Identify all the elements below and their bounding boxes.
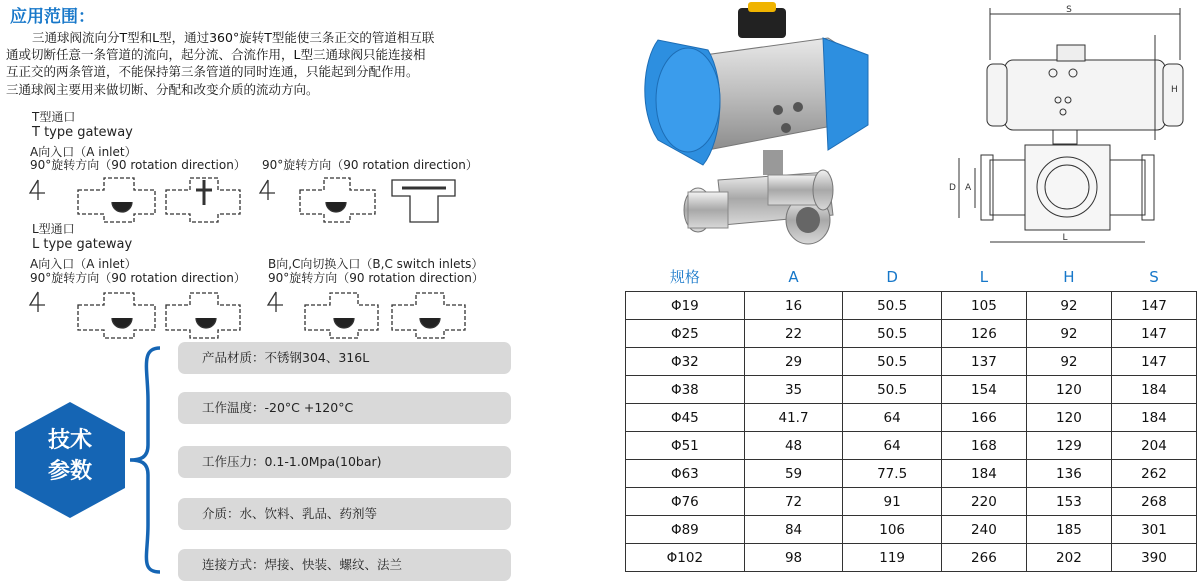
table-row: [626, 404, 1197, 432]
table-cell: 204: [1111, 432, 1196, 460]
description-line: 三通球阀主要用来做切断、分配和改变介质的流动方向。: [6, 81, 319, 97]
table-cell: Φ25: [626, 320, 745, 348]
dim-label-s: S: [1066, 5, 1072, 15]
table-cell: 184: [941, 460, 1026, 488]
header-cell: H: [1063, 267, 1075, 286]
technical-drawing: [945, 0, 1200, 258]
table-cell: 266: [941, 544, 1026, 572]
dim-label-h: H: [1171, 85, 1178, 95]
table-cell: 202: [1026, 544, 1111, 572]
table-row: [626, 516, 1197, 544]
table-row: [626, 376, 1197, 404]
table-cell: 91: [843, 488, 942, 516]
table-cell: 106: [843, 516, 942, 544]
param-connection: 连接方式：焊接、快装、螺纹、法兰: [178, 549, 511, 581]
table-cell: Φ45: [626, 404, 745, 432]
table-cell: 184: [1111, 376, 1196, 404]
table-cell: 120: [1026, 376, 1111, 404]
table-cell: 92: [1026, 320, 1111, 348]
t-type-a-inlet: A向入口（A inlet）: [30, 145, 137, 159]
l-type-bc-inlets: B向,C向切换入口（B,C switch inlets）: [268, 257, 484, 271]
l-type-rotation-1: 90°旋转方向（90 rotation direction）: [30, 271, 246, 285]
table-row: [626, 292, 1197, 320]
t-type-title-en: T type gateway: [32, 125, 133, 140]
t-type-title-cn: T型通口: [32, 110, 76, 124]
table-cell: 220: [941, 488, 1026, 516]
spec-table: [625, 262, 1197, 572]
rotation-arrow-icon: [260, 180, 275, 200]
dim-label-a: A: [965, 183, 972, 193]
table-cell: 184: [1111, 404, 1196, 432]
table-cell: Φ38: [626, 376, 745, 404]
description-line: 通或切断任意一条管道的流向，起分流、合流作用，L型三通球阀只能连接相: [6, 47, 426, 63]
table-cell: 84: [744, 516, 843, 544]
header-cell: S: [1149, 267, 1159, 286]
table-cell: 64: [843, 432, 942, 460]
spec-table-body: [626, 292, 1197, 572]
table-row: [626, 320, 1197, 348]
table-cell: 41.7: [744, 404, 843, 432]
table-row: [626, 488, 1197, 516]
table-cell: 50.5: [843, 348, 942, 376]
rotation-arrow-icon: [30, 292, 45, 312]
table-row: [626, 460, 1197, 488]
param-temperature: 工作温度：-20°C +120°C: [178, 392, 511, 424]
l-type-title-en: L type gateway: [32, 237, 133, 252]
table-cell: Φ19: [626, 292, 745, 320]
table-cell: 59: [744, 460, 843, 488]
table-cell: 262: [1111, 460, 1196, 488]
param-material: 产品材质：不锈钢304、316L: [178, 342, 511, 374]
t-type-rotation-1: 90°旋转方向（90 rotation direction）: [30, 158, 246, 172]
table-row: [626, 348, 1197, 376]
header-cell: A: [788, 267, 799, 286]
table-cell: 126: [941, 320, 1026, 348]
actuator-endcap: [823, 38, 868, 150]
table-cell: 147: [1111, 292, 1196, 320]
description-line: 互正交的两条管道，不能保持第三条管道的同时连通，只能起到分配作用。: [6, 64, 419, 80]
table-cell: 16: [744, 292, 843, 320]
table-cell: 137: [941, 348, 1026, 376]
table-cell: 166: [941, 404, 1026, 432]
table-cell: 120: [1026, 404, 1111, 432]
param-medium: 介质：水、饮料、乳品、药剂等: [178, 498, 511, 530]
table-cell: 35: [744, 376, 843, 404]
header-cell: L: [979, 267, 989, 286]
param-pressure: 工作压力：0.1-1.0Mpa(10bar): [178, 446, 511, 478]
dim-label-l: L: [1062, 233, 1068, 243]
spec-table-header: [626, 262, 1197, 292]
table-cell: 268: [1111, 488, 1196, 516]
table-cell: 240: [941, 516, 1026, 544]
bracket: [130, 348, 160, 572]
table-cell: 50.5: [843, 292, 942, 320]
table-cell: 119: [843, 544, 942, 572]
rotation-arrow-icon: [30, 180, 45, 200]
indicator-cap: [738, 8, 786, 38]
table-row: [626, 544, 1197, 572]
tech-params-label: [20, 425, 120, 487]
header-cell: D: [886, 267, 898, 286]
l-type-title-cn: L型通口: [32, 222, 75, 236]
table-cell: 92: [1026, 292, 1111, 320]
dim-label-d: D: [949, 183, 956, 193]
table-cell: 147: [1111, 348, 1196, 376]
flow-diagrams: [0, 0, 520, 345]
table-cell: Φ63: [626, 460, 745, 488]
table-cell: 153: [1026, 488, 1111, 516]
table-cell: Φ102: [626, 544, 745, 572]
table-cell: 390: [1111, 544, 1196, 572]
table-cell: 136: [1026, 460, 1111, 488]
table-cell: 22: [744, 320, 843, 348]
table-cell: 147: [1111, 320, 1196, 348]
product-photo: [628, 0, 938, 258]
table-cell: 98: [744, 544, 843, 572]
section-title: 应用范围：: [10, 7, 95, 27]
table-row: [626, 432, 1197, 460]
table-cell: 48: [744, 432, 843, 460]
table-cell: Φ89: [626, 516, 745, 544]
table-cell: Φ32: [626, 348, 745, 376]
rotation-arrow-icon: [268, 292, 283, 312]
table-cell: 154: [941, 376, 1026, 404]
table-cell: 301: [1111, 516, 1196, 544]
table-cell: 129: [1026, 432, 1111, 460]
tech-params-label-line: 参数: [47, 459, 92, 484]
table-cell: 185: [1026, 516, 1111, 544]
table-cell: 92: [1026, 348, 1111, 376]
l-type-a-inlet: A向入口（A inlet）: [30, 257, 137, 271]
table-cell: 168: [941, 432, 1026, 460]
table-cell: 105: [941, 292, 1026, 320]
description-line: 三通球阀流向分T型和L型，通过360°旋转T型能使三条正交的管道相互联: [32, 30, 435, 45]
table-cell: 50.5: [843, 376, 942, 404]
table-cell: 29: [744, 348, 843, 376]
t-type-rotation-2: 90°旋转方向（90 rotation direction）: [262, 158, 478, 172]
table-cell: Φ51: [626, 432, 745, 460]
table-cell: 50.5: [843, 320, 942, 348]
tech-params-label-line: 技术: [47, 428, 92, 453]
l-type-rotation-2: 90°旋转方向（90 rotation direction）: [268, 271, 484, 285]
table-cell: 64: [843, 404, 942, 432]
table-cell: 72: [744, 488, 843, 516]
table-cell: 77.5: [843, 460, 942, 488]
header-cell: 规格: [669, 268, 700, 286]
table-cell: Φ76: [626, 488, 745, 516]
